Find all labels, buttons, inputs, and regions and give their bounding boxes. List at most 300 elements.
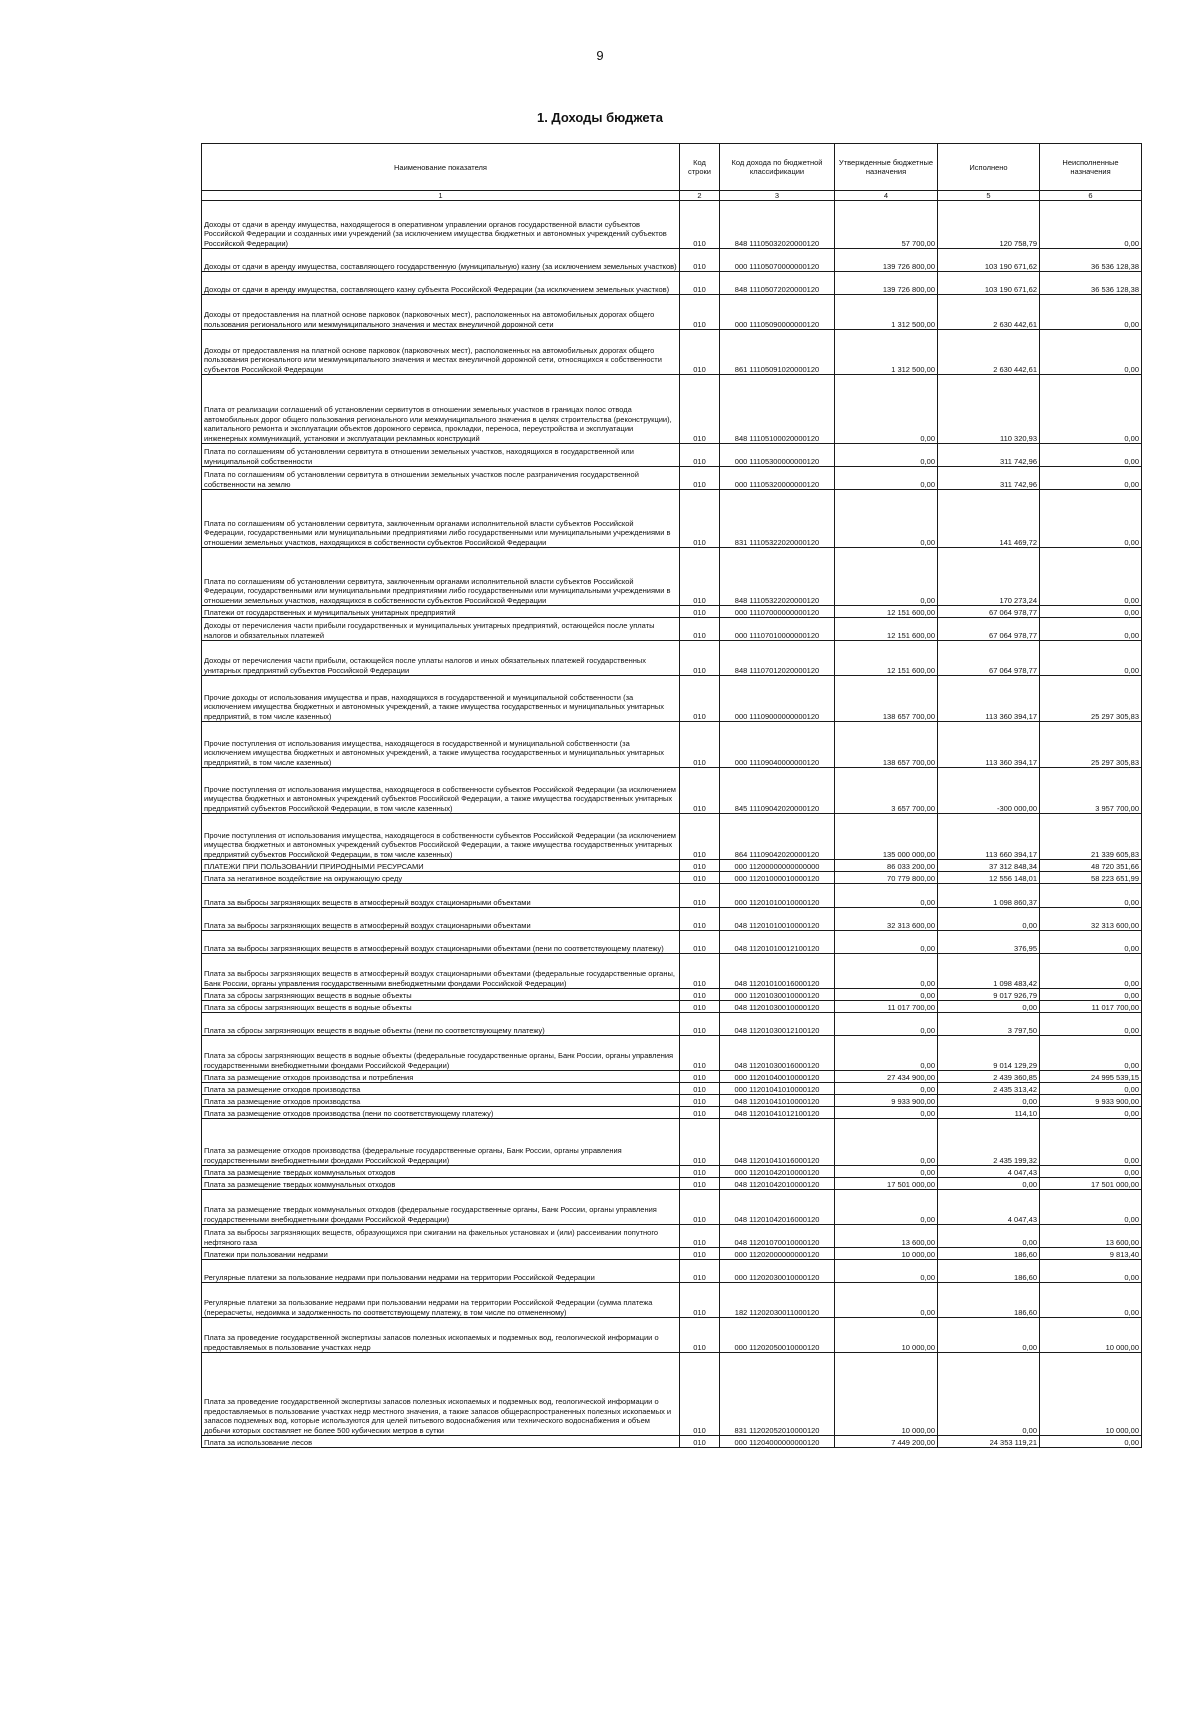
approved-amount: 139 726 800,00 (835, 272, 938, 295)
executed-amount: 113 360 394,17 (938, 676, 1040, 722)
indicator-name: Плата за проведение государственной экспертизы запасов полезных ископаемых и подземных вод, геологической информации о предоставляемых в пользование участках недр местного значения, а также запасов общераспространенных полезных ископаемых и запасов подземных вод, которые используются для целей питьевого водоснабжения или технического водоснабжения и объем добычи которых составляет не более 500 кубических метров в сутки (202, 1353, 680, 1436)
column-number: 6 (1040, 191, 1142, 201)
unexecuted-amount: 9 813,40 (1040, 1248, 1142, 1260)
executed-amount: 141 469,72 (938, 490, 1040, 548)
executed-amount: 113 360 394,17 (938, 722, 1040, 768)
approved-amount: 12 151 600,00 (835, 618, 938, 641)
revenue-code: 000 11201030010000120 (720, 989, 835, 1001)
table-row (202, 1119, 1142, 1166)
approved-amount: 0,00 (835, 1013, 938, 1036)
table-row (202, 989, 1142, 1001)
executed-amount: 0,00 (938, 1318, 1040, 1353)
indicator-name: Платежи от государственных и муниципальных унитарных предприятий (202, 606, 680, 618)
table-row (202, 768, 1142, 814)
table-row (202, 1083, 1142, 1095)
executed-amount: 103 190 671,62 (938, 272, 1040, 295)
table-row (202, 548, 1142, 606)
table-row (202, 1071, 1142, 1083)
executed-amount: 1 098 483,42 (938, 954, 1040, 989)
unexecuted-amount: 48 720 351,66 (1040, 860, 1142, 872)
revenue-code: 000 11107010000000120 (720, 618, 835, 641)
executed-amount: 0,00 (938, 1225, 1040, 1248)
approved-amount: 135 000 000,00 (835, 814, 938, 860)
table-row (202, 908, 1142, 931)
revenue-code: 048 11201010012100120 (720, 931, 835, 954)
indicator-name: Плата за размещение отходов производства (федеральные государственные органы, Банк России, органы управления государственными внебюджетными фондами Российской Федерации) (202, 1119, 680, 1166)
table-row (202, 249, 1142, 272)
indicator-name: Плата за выбросы загрязняющих веществ, образующихся при сжигании на факельных установках и (или) рассеивании попутного нефтяного газа (202, 1225, 680, 1248)
line-code: 010 (680, 1178, 720, 1190)
indicator-name: Доходы от сдачи в аренду имущества, составляющего казну субъекта Российской Федерации (за исключением земельных участков) (202, 272, 680, 295)
line-code: 010 (680, 1036, 720, 1071)
table-row (202, 722, 1142, 768)
revenue-code: 000 11105090000000120 (720, 295, 835, 330)
table-row (202, 272, 1142, 295)
unexecuted-amount: 17 501 000,00 (1040, 1178, 1142, 1190)
line-code: 010 (680, 1190, 720, 1225)
line-code: 010 (680, 606, 720, 618)
indicator-name: Прочие доходы от использования имущества и прав, находящихся в государственной и муниципальной собственности (за исключением имущества бюджетных и автономных учреждений, а также имущества государственных и муниципальных унитарных предприятий, в том числе казенных) (202, 676, 680, 722)
table-row (202, 1248, 1142, 1260)
indicator-name: Доходы от сдачи в аренду имущества, находящегося в оперативном управлении органов государственной власти субъектов Российской Федерации и созданных ими учреждений (за исключением имущества бюджетных и автономных учреждений субъектов Российской Федерации) (202, 201, 680, 249)
header-approved: Утвержденные бюджетные назначения (835, 144, 938, 191)
approved-amount: 0,00 (835, 954, 938, 989)
indicator-name: Плата за размещение отходов производства и потребления (202, 1071, 680, 1083)
revenue-code: 000 11202000000000120 (720, 1248, 835, 1260)
executed-amount: 170 273,24 (938, 548, 1040, 606)
executed-amount: 0,00 (938, 1095, 1040, 1107)
unexecuted-amount: 0,00 (1040, 1260, 1142, 1283)
approved-amount: 86 033 200,00 (835, 860, 938, 872)
indicator-name: Плата за размещение твердых коммунальных отходов (202, 1178, 680, 1190)
approved-amount: 10 000,00 (835, 1318, 938, 1353)
indicator-name: Плата по соглашениям об установлении сервитута, заключенным органами исполнительной власти субъектов Российской Федерации, государственными или муниципальными предприятиями либо государственными или муниципальными учреждениями в отношении земельных участков, находящихся в собственности субъектов Российской Федерации (202, 548, 680, 606)
executed-amount: 2 630 442,61 (938, 330, 1040, 375)
indicator-name: Плата за размещение твердых коммунальных отходов (202, 1166, 680, 1178)
indicator-name: Плата по соглашениям об установлении сервитута, заключенным органами исполнительной власти субъектов Российской Федерации, государственными или муниципальными предприятиями либо государственными или муниципальными учреждениями в отношении земельных участков, находящихся в собственности субъектов Российской Федерации (202, 490, 680, 548)
table-row (202, 1225, 1142, 1248)
unexecuted-amount: 0,00 (1040, 606, 1142, 618)
revenue-code: 182 11202030011000120 (720, 1283, 835, 1318)
revenue-code: 048 11201041016000120 (720, 1119, 835, 1166)
table-row (202, 641, 1142, 676)
approved-amount: 27 434 900,00 (835, 1071, 938, 1083)
indicator-name: Плата за сбросы загрязняющих веществ в водные объекты (202, 1001, 680, 1013)
executed-amount: 37 312 848,34 (938, 860, 1040, 872)
revenue-code: 000 11105320000000120 (720, 467, 835, 490)
header-line-code: Код строки (680, 144, 720, 191)
table-row (202, 1095, 1142, 1107)
unexecuted-amount: 0,00 (1040, 375, 1142, 444)
unexecuted-amount: 24 995 539,15 (1040, 1071, 1142, 1083)
executed-amount: 114,10 (938, 1107, 1040, 1119)
executed-amount: 2 435 313,42 (938, 1083, 1040, 1095)
revenue-code: 000 11201000010000120 (720, 872, 835, 884)
line-code: 010 (680, 872, 720, 884)
table-row (202, 884, 1142, 908)
approved-amount: 3 657 700,00 (835, 768, 938, 814)
revenue-code: 831 11105322020000120 (720, 490, 835, 548)
approved-amount: 138 657 700,00 (835, 676, 938, 722)
revenue-code: 000 11201041010000120 (720, 1083, 835, 1095)
revenue-code: 848 11105100020000120 (720, 375, 835, 444)
line-code: 010 (680, 548, 720, 606)
approved-amount: 0,00 (835, 1283, 938, 1318)
approved-amount: 10 000,00 (835, 1248, 938, 1260)
unexecuted-amount: 0,00 (1040, 1107, 1142, 1119)
executed-amount: 1 098 860,37 (938, 884, 1040, 908)
approved-amount: 17 501 000,00 (835, 1178, 938, 1190)
indicator-name: Плата за негативное воздействие на окружающую среду (202, 872, 680, 884)
unexecuted-amount: 10 000,00 (1040, 1353, 1142, 1436)
table-row (202, 1178, 1142, 1190)
line-code: 010 (680, 1260, 720, 1283)
approved-amount: 0,00 (835, 467, 938, 490)
table-row (202, 676, 1142, 722)
unexecuted-amount: 10 000,00 (1040, 1318, 1142, 1353)
line-code: 010 (680, 1318, 720, 1353)
executed-amount: 0,00 (938, 1353, 1040, 1436)
revenue-code: 000 11202030010000120 (720, 1260, 835, 1283)
executed-amount: 186,60 (938, 1248, 1040, 1260)
approved-amount: 12 151 600,00 (835, 606, 938, 618)
revenue-code: 848 11105072020000120 (720, 272, 835, 295)
table-row (202, 954, 1142, 989)
approved-amount: 1 312 500,00 (835, 295, 938, 330)
column-number: 1 (202, 191, 680, 201)
unexecuted-amount: 21 339 605,83 (1040, 814, 1142, 860)
line-code: 010 (680, 1001, 720, 1013)
line-code: 010 (680, 201, 720, 249)
unexecuted-amount: 0,00 (1040, 1283, 1142, 1318)
table-row (202, 201, 1142, 249)
approved-amount: 138 657 700,00 (835, 722, 938, 768)
unexecuted-amount: 11 017 700,00 (1040, 1001, 1142, 1013)
header-indicator-name: Наименование показателя (202, 144, 680, 191)
unexecuted-amount: 9 933 900,00 (1040, 1095, 1142, 1107)
table-body (202, 201, 1142, 1448)
executed-amount: 12 556 148,01 (938, 872, 1040, 884)
header-revenue-code: Код дохода по бюджетной классификации (720, 144, 835, 191)
revenue-code: 000 11201010010000120 (720, 884, 835, 908)
executed-amount: 0,00 (938, 1178, 1040, 1190)
line-code: 010 (680, 444, 720, 467)
unexecuted-amount: 0,00 (1040, 1036, 1142, 1071)
indicator-name: Регулярные платежи за пользование недрами при пользовании недрами на территории Российской Федерации (202, 1260, 680, 1283)
unexecuted-amount: 0,00 (1040, 201, 1142, 249)
line-code: 010 (680, 989, 720, 1001)
approved-amount: 0,00 (835, 375, 938, 444)
approved-amount: 12 151 600,00 (835, 641, 938, 676)
unexecuted-amount: 3 957 700,00 (1040, 768, 1142, 814)
executed-amount: 120 758,79 (938, 201, 1040, 249)
unexecuted-amount: 0,00 (1040, 1083, 1142, 1095)
line-code: 010 (680, 1083, 720, 1095)
approved-amount: 0,00 (835, 884, 938, 908)
column-number: 4 (835, 191, 938, 201)
executed-amount: 2 435 199,32 (938, 1119, 1040, 1166)
line-code: 010 (680, 375, 720, 444)
executed-amount: 311 742,96 (938, 467, 1040, 490)
line-code: 010 (680, 272, 720, 295)
table-row (202, 295, 1142, 330)
revenue-code: 048 11201041012100120 (720, 1107, 835, 1119)
indicator-name: Плата за использование лесов (202, 1436, 680, 1448)
indicator-name: Доходы от перечисления части прибыли государственных и муниципальных унитарных предприятий, остающейся после уплаты налогов и обязательных платежей (202, 618, 680, 641)
table-row (202, 444, 1142, 467)
executed-amount: 67 064 978,77 (938, 606, 1040, 618)
unexecuted-amount: 0,00 (1040, 641, 1142, 676)
unexecuted-amount: 0,00 (1040, 490, 1142, 548)
table-row (202, 330, 1142, 375)
revenue-code: 864 11109042020000120 (720, 814, 835, 860)
line-code: 010 (680, 249, 720, 272)
approved-amount: 139 726 800,00 (835, 249, 938, 272)
revenue-code: 831 11202052010000120 (720, 1353, 835, 1436)
indicator-name: Плата от реализации соглашений об установлении сервитутов в отношении земельных участков в границах полос отвода автомобильных дорог общего пользования регионального или межмуниципального значения в целях строительства (реконструкции), капитального ремонта и эксплуатации объектов дорожного сервиса, прокладки, переноса, переустройства и эксплуатации инженерных коммуникаций, установки и эксплуатации рекламных конструкций (202, 375, 680, 444)
line-code: 010 (680, 618, 720, 641)
table-row (202, 1318, 1142, 1353)
indicator-name: Доходы от предоставления на платной основе парковок (парковочных мест), расположенных на автомобильных дорогах общего пользования регионального или межмуниципального значения и местах внеуличной дорожной сети (202, 295, 680, 330)
line-code: 010 (680, 295, 720, 330)
approved-amount: 0,00 (835, 1107, 938, 1119)
table-row (202, 1013, 1142, 1036)
table-row (202, 1436, 1142, 1448)
line-code: 010 (680, 1283, 720, 1318)
approved-amount: 0,00 (835, 444, 938, 467)
revenue-code: 845 11109042020000120 (720, 768, 835, 814)
approved-amount: 7 449 200,00 (835, 1436, 938, 1448)
indicator-name: Доходы от предоставления на платной основе парковок (парковочных мест), расположенных на автомобильных дорогах общего пользования регионального или межмуниципального значения и местах внеуличной дорожной сети, относящихся к собственности субъектов Российской Федерации (202, 330, 680, 375)
indicator-name: Плата за размещение твердых коммунальных отходов (федеральные государственные органы, Банк России, органы управления государственными внебюджетными фондами Российской Федерации) (202, 1190, 680, 1225)
revenue-code: 048 11201070010000120 (720, 1225, 835, 1248)
indicator-name: Прочие поступления от использования имущества, находящегося в собственности субъектов Российской Федерации (за исключением имущества бюджетных и автономных учреждений субъектов Российской Федерации, а также имущества государственных унитарных предприятий субъектов Российской Федерации, в том числе казенных) (202, 814, 680, 860)
unexecuted-amount: 36 536 128,38 (1040, 249, 1142, 272)
table-row (202, 1001, 1142, 1013)
approved-amount: 10 000,00 (835, 1353, 938, 1436)
unexecuted-amount: 0,00 (1040, 1436, 1142, 1448)
unexecuted-amount: 25 297 305,83 (1040, 676, 1142, 722)
revenue-code: 000 11201040010000120 (720, 1071, 835, 1083)
indicator-name: Плата за сбросы загрязняющих веществ в водные объекты (пени по соответствующему платежу) (202, 1013, 680, 1036)
executed-amount: 4 047,43 (938, 1166, 1040, 1178)
line-code: 010 (680, 676, 720, 722)
indicator-name: Доходы от перечисления части прибыли, остающейся после уплаты налогов и иных обязательных платежей государственных унитарных предприятий субъектов Российской Федерации (202, 641, 680, 676)
unexecuted-amount: 0,00 (1040, 467, 1142, 490)
line-code: 010 (680, 860, 720, 872)
executed-amount: 3 797,50 (938, 1013, 1040, 1036)
approved-amount: 1 312 500,00 (835, 330, 938, 375)
column-number: 3 (720, 191, 835, 201)
line-code: 010 (680, 641, 720, 676)
line-code: 010 (680, 908, 720, 931)
executed-amount: 376,95 (938, 931, 1040, 954)
table-row (202, 1166, 1142, 1178)
page-number: 9 (596, 48, 604, 63)
revenue-code: 048 11201030010000120 (720, 1001, 835, 1013)
executed-amount: 0,00 (938, 908, 1040, 931)
indicator-name: Плата за сбросы загрязняющих веществ в водные объекты (202, 989, 680, 1001)
unexecuted-amount: 0,00 (1040, 989, 1142, 1001)
column-number-row (202, 191, 1142, 201)
executed-amount: 4 047,43 (938, 1190, 1040, 1225)
line-code: 010 (680, 330, 720, 375)
unexecuted-amount: 0,00 (1040, 444, 1142, 467)
approved-amount: 13 600,00 (835, 1225, 938, 1248)
line-code: 010 (680, 1013, 720, 1036)
unexecuted-amount: 0,00 (1040, 954, 1142, 989)
table-row (202, 375, 1142, 444)
line-code: 010 (680, 768, 720, 814)
revenue-code: 048 11201010016000120 (720, 954, 835, 989)
line-code: 010 (680, 467, 720, 490)
unexecuted-amount: 0,00 (1040, 618, 1142, 641)
indicator-name: Плата за проведение государственной экспертизы запасов полезных ископаемых и подземных вод, геологической информации о предоставляемых в пользование участках недр (202, 1318, 680, 1353)
revenue-code: 048 11201042010000120 (720, 1178, 835, 1190)
line-code: 010 (680, 1166, 720, 1178)
unexecuted-amount: 13 600,00 (1040, 1225, 1142, 1248)
indicator-name: Плата за выбросы загрязняющих веществ в атмосферный воздух стационарными объектами (202, 884, 680, 908)
header-unexecuted: Неисполненные назначения (1040, 144, 1142, 191)
line-code: 010 (680, 1225, 720, 1248)
column-number: 5 (938, 191, 1040, 201)
executed-amount: 9 017 926,79 (938, 989, 1040, 1001)
column-number: 2 (680, 191, 720, 201)
revenue-code: 048 11201010010000120 (720, 908, 835, 931)
line-code: 010 (680, 1095, 720, 1107)
indicator-name: Плата за сбросы загрязняющих веществ в водные объекты (федеральные государственные органы, Банк России, органы управления государственными внебюджетными фондами Российской Федерации) (202, 1036, 680, 1071)
indicator-name: Плата за размещение отходов производства (пени по соответствующему платежу) (202, 1107, 680, 1119)
revenue-code: 000 11202050010000120 (720, 1318, 835, 1353)
unexecuted-amount: 25 297 305,83 (1040, 722, 1142, 768)
revenue-code: 048 11201041010000120 (720, 1095, 835, 1107)
approved-amount: 0,00 (835, 1260, 938, 1283)
table-header-row (202, 144, 1142, 191)
line-code: 010 (680, 1071, 720, 1083)
revenue-code: 000 11105300000000120 (720, 444, 835, 467)
executed-amount: 103 190 671,62 (938, 249, 1040, 272)
executed-amount: 67 064 978,77 (938, 641, 1040, 676)
executed-amount: 0,00 (938, 1001, 1040, 1013)
revenue-code: 048 11201030016000120 (720, 1036, 835, 1071)
unexecuted-amount: 0,00 (1040, 330, 1142, 375)
table-row (202, 1036, 1142, 1071)
approved-amount: 9 933 900,00 (835, 1095, 938, 1107)
unexecuted-amount: 0,00 (1040, 548, 1142, 606)
table-row (202, 931, 1142, 954)
executed-amount: 113 660 394,17 (938, 814, 1040, 860)
revenue-code: 848 11105322020000120 (720, 548, 835, 606)
indicator-name: Регулярные платежи за пользование недрами при пользовании недрами на территории Российской Федерации (сумма платежа (перерасчеты, недоимка и задолженность по соответствующему платежу, в том числе по отмененному) (202, 1283, 680, 1318)
document-title: 1. Доходы бюджета (536, 110, 664, 125)
unexecuted-amount: 0,00 (1040, 1190, 1142, 1225)
revenue-code: 000 11201042010000120 (720, 1166, 835, 1178)
indicator-name: Плата по соглашениям об установлении сервитута в отношении земельных участков после разграничения государственной собственности на землю (202, 467, 680, 490)
revenue-code: 000 11204000000000120 (720, 1436, 835, 1448)
indicator-name: Плата за выбросы загрязняющих веществ в атмосферный воздух стационарными объектами (федеральные государственные органы, Банк России, органы управления государственными внебюджетными фондами Российской Федерации) (202, 954, 680, 989)
table-row (202, 1283, 1142, 1318)
line-code: 010 (680, 1107, 720, 1119)
executed-amount: 67 064 978,77 (938, 618, 1040, 641)
approved-amount: 0,00 (835, 1190, 938, 1225)
revenue-code: 000 11109000000000120 (720, 676, 835, 722)
unexecuted-amount: 0,00 (1040, 1119, 1142, 1166)
revenue-code: 000 11105070000000120 (720, 249, 835, 272)
indicator-name: Плата по соглашениям об установлении сервитута в отношении земельных участков, находящихся в государственной или муниципальной собственности (202, 444, 680, 467)
table-row (202, 1190, 1142, 1225)
table-row (202, 814, 1142, 860)
indicator-name: Плата за выбросы загрязняющих веществ в атмосферный воздух стационарными объектами (202, 908, 680, 931)
indicator-name: Прочие поступления от использования имущества, находящегося в государственной и муниципальной собственности (за исключением имущества бюджетных и автономных учреждений, а также имущества государственных и муниципальных унитарных предприятий, в том числе казенных) (202, 722, 680, 768)
header-executed: Исполнено (938, 144, 1040, 191)
revenue-code: 000 11107000000000120 (720, 606, 835, 618)
indicator-name: Доходы от сдачи в аренду имущества, составляющего государственную (муниципальную) казну (за исключением земельных участков) (202, 249, 680, 272)
unexecuted-amount: 0,00 (1040, 1013, 1142, 1036)
line-code: 010 (680, 814, 720, 860)
indicator-name: ПЛАТЕЖИ ПРИ ПОЛЬЗОВАНИИ ПРИРОДНЫМИ РЕСУРСАМИ (202, 860, 680, 872)
approved-amount: 57 700,00 (835, 201, 938, 249)
approved-amount: 0,00 (835, 1119, 938, 1166)
unexecuted-amount: 0,00 (1040, 295, 1142, 330)
line-code: 010 (680, 1353, 720, 1436)
indicator-name: Платежи при пользовании недрами (202, 1248, 680, 1260)
line-code: 010 (680, 1248, 720, 1260)
line-code: 010 (680, 490, 720, 548)
approved-amount: 32 313 600,00 (835, 908, 938, 931)
revenue-table (201, 143, 1142, 1448)
revenue-code: 000 11109040000000120 (720, 722, 835, 768)
line-code: 010 (680, 954, 720, 989)
executed-amount: 24 353 119,21 (938, 1436, 1040, 1448)
table-row (202, 1353, 1142, 1436)
indicator-name: Плата за размещение отходов производства (202, 1083, 680, 1095)
indicator-name: Плата за выбросы загрязняющих веществ в атмосферный воздух стационарными объектами (пени по соответствующему платежу) (202, 931, 680, 954)
approved-amount: 11 017 700,00 (835, 1001, 938, 1013)
executed-amount: 2 630 442,61 (938, 295, 1040, 330)
unexecuted-amount: 0,00 (1040, 931, 1142, 954)
unexecuted-amount: 0,00 (1040, 1166, 1142, 1178)
executed-amount: 9 014 129,29 (938, 1036, 1040, 1071)
line-code: 010 (680, 1436, 720, 1448)
executed-amount: 2 439 360,85 (938, 1071, 1040, 1083)
table-row (202, 618, 1142, 641)
revenue-code: 848 11107012020000120 (720, 641, 835, 676)
approved-amount: 0,00 (835, 490, 938, 548)
approved-amount: 0,00 (835, 1036, 938, 1071)
table-row (202, 606, 1142, 618)
table-row (202, 1107, 1142, 1119)
approved-amount: 0,00 (835, 548, 938, 606)
unexecuted-amount: 32 313 600,00 (1040, 908, 1142, 931)
revenue-code: 048 11201042016000120 (720, 1190, 835, 1225)
table-row (202, 872, 1142, 884)
line-code: 010 (680, 931, 720, 954)
executed-amount: 110 320,93 (938, 375, 1040, 444)
line-code: 010 (680, 1119, 720, 1166)
executed-amount: 186,60 (938, 1283, 1040, 1318)
line-code: 010 (680, 884, 720, 908)
approved-amount: 70 779 800,00 (835, 872, 938, 884)
approved-amount: 0,00 (835, 1166, 938, 1178)
unexecuted-amount: 58 223 651,99 (1040, 872, 1142, 884)
approved-amount: 0,00 (835, 1083, 938, 1095)
approved-amount: 0,00 (835, 989, 938, 1001)
approved-amount: 0,00 (835, 931, 938, 954)
executed-amount: 311 742,96 (938, 444, 1040, 467)
indicator-name: Прочие поступления от использования имущества, находящегося в собственности субъектов Российской Федерации (за исключением имущества бюджетных и автономных учреждений субъектов Российской Федерации, а также имущества государственных унитарных предприятий субъектов Российской Федерации, в том числе казенных) (202, 768, 680, 814)
revenue-code: 861 11105091020000120 (720, 330, 835, 375)
table-row (202, 467, 1142, 490)
